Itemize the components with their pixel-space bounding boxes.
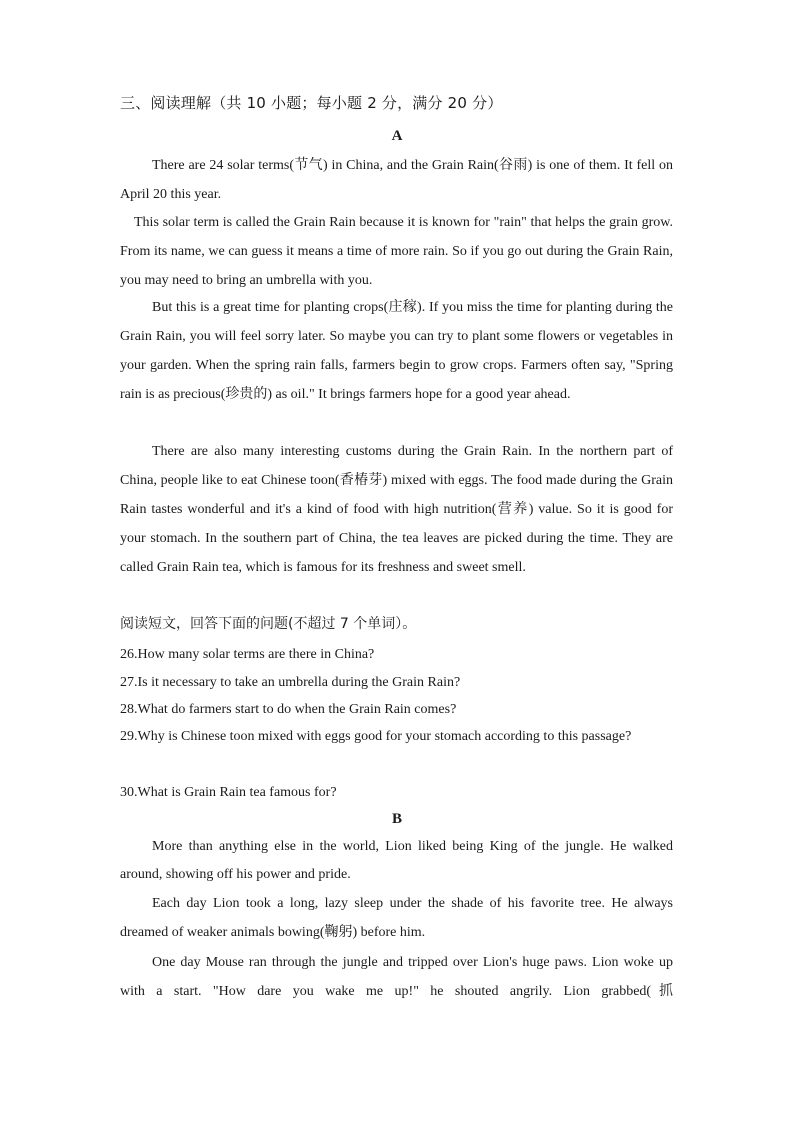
- passage-a-paragraph-1: There are 24 solar terms(节气) in China, and the Grain Rain(谷雨) is one of them. It fell on April 20 this year.: [120, 158, 673, 202]
- passage-a-paragraph-4: There are also many interesting customs during the Grain Rain. In the northern part of China, people like to eat Chinese toon(香椿芽) mixed with eggs. The food made during the Grain Rain tastes wonderful and it's a kind of food with high nutrition(营养) value. So it is good for your stomach. In the southern part of China, the tea leaves are picked during the time. They are called Grain Rain tea, which is famous for its freshness and sweet smell.: [120, 444, 673, 575]
- passage-b-paragraph-3: One day Mouse ran through the jungle and tripped over Lion's huge paws. Lion woke up with a start. "How dare you wake me up!" he shouted angrily. Lion grabbed(抓: [120, 955, 673, 999]
- passage-a-label: A: [391, 128, 403, 144]
- passage-b-paragraph-2: Each day Lion took a long, lazy sleep under the shade of his favorite tree. He always dreamed of weaker animals bowing(鞠躬) before him.: [120, 896, 673, 940]
- passage-b-label: B: [391, 811, 402, 827]
- question-26: 26.How many solar terms are there in China?: [120, 647, 375, 662]
- section-heading: 三、阅读理解（共 10 小题；每小题 2 分，满分 20 分）: [120, 94, 503, 112]
- instruction: 阅读短文，回答下面的问题(不超过 7 个单词）。: [120, 616, 417, 632]
- question-28: 28.What do farmers start to do when the Grain Rain comes?: [120, 702, 457, 717]
- passage-a-paragraph-3: But this is a great time for planting crops(庄稼). If you miss the time for planting during the Grain Rain, you will feel sorry later. So maybe you can try to plant some flowers or vegetables in your garden. When the spring rain falls, farmers begin to grow crops. Farmers often say, "Spring rain is as precious(珍贵的) as oil." It brings farmers hope for a good year ahead.: [120, 300, 673, 402]
- question-27: 27.Is it necessary to take an umbrella during the Grain Rain?: [120, 675, 461, 690]
- passage-a-paragraph-2: This solar term is called the Grain Rain because it is known for "rain" that helps the grain grow. From its name, we can guess it means a time of more rain. So if you go out during the Grain Rain, you may need to bring an umbrella with you.: [120, 215, 673, 288]
- question-30: 30.What is Grain Rain tea famous for?: [120, 785, 337, 800]
- passage-b-paragraph-1: More than anything else in the world, Lion liked being King of the jungle. He walked around, showing off his power and pride.: [120, 839, 673, 882]
- question-29: 29.Why is Chinese toon mixed with eggs good for your stomach according to this passage?: [120, 729, 632, 744]
